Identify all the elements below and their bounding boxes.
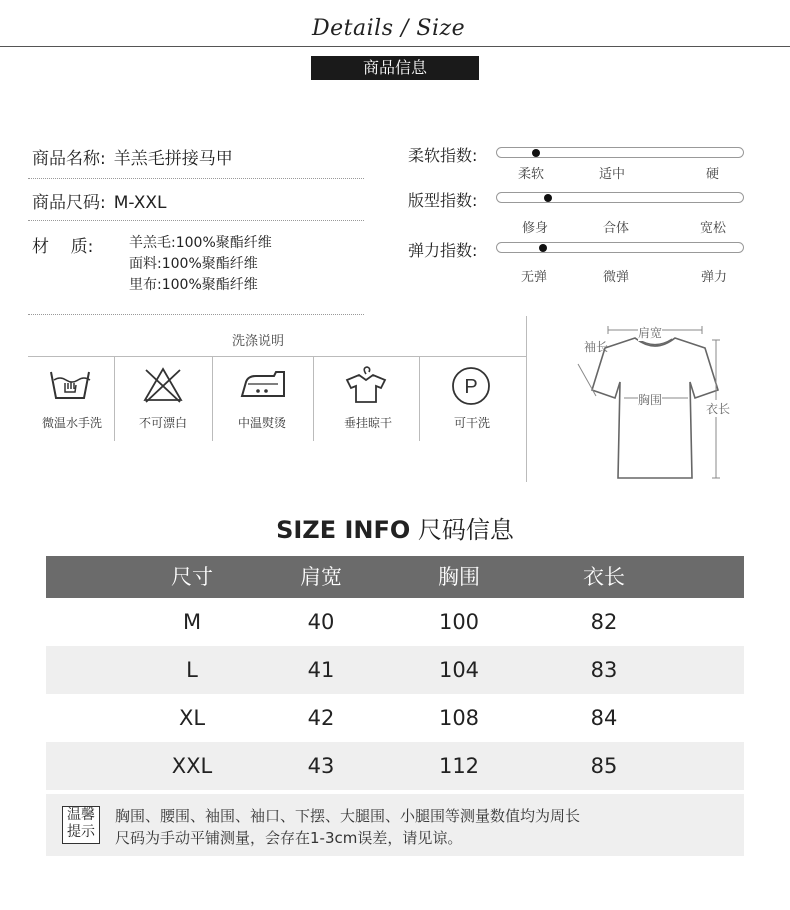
header-shoulder: 肩宽 (300, 565, 342, 589)
header-size: 尺寸 (171, 565, 213, 589)
fit-index-track (496, 192, 744, 203)
elasticity-index-label: 弹力指数: (408, 241, 478, 260)
hand-wash-icon (48, 366, 92, 402)
elasticity-index-track (496, 242, 744, 253)
wash-label-dry-clean: 可干洗 (453, 416, 490, 430)
softness-option: 柔软 (518, 167, 545, 182)
shoulder-width-label: 肩宽 (638, 326, 663, 340)
tips-badge-line: 温馨 (67, 807, 95, 823)
cell-length: 82 (590, 610, 618, 634)
header-chest: 胸围 (438, 565, 480, 589)
washing-title: 洗涤说明 (232, 334, 285, 349)
cell-length: 83 (590, 658, 618, 682)
hang-dry-icon (343, 366, 389, 404)
garment-length-label: 衣长 (706, 402, 731, 416)
elasticity-option: 弹力 (701, 270, 728, 285)
details-size-script-title: Details / Size (312, 16, 466, 41)
washing-shirt-divider (526, 316, 527, 482)
product-name-row (32, 144, 233, 169)
cell-shoulder: 40 (307, 610, 335, 634)
product-size-value: M-XXL (113, 193, 167, 213)
softness-index-marker (532, 149, 540, 157)
elasticity-index-marker (539, 244, 547, 252)
softness-index-track (496, 147, 744, 158)
note-line: 尺码为手动平铺测量，会存在1-3cm误差，请见谅。 (115, 829, 463, 847)
cell-size: M (182, 610, 202, 634)
product-info-heading: 商品信息 (311, 56, 479, 80)
fit-option: 宽松 (700, 221, 727, 236)
wash-label-hang-dry: 垂挂晾干 (343, 416, 392, 430)
fit-index-label: 版型指数: (408, 191, 478, 210)
cell-chest: 104 (438, 658, 480, 682)
material-line: 面料:100%聚酯纤维 (129, 256, 258, 272)
wash-label-iron: 中温熨烫 (237, 416, 286, 430)
table-row (46, 646, 744, 694)
cell-chest: 100 (438, 610, 480, 634)
cell-chest: 112 (438, 754, 480, 778)
elasticity-option: 微弹 (603, 270, 630, 285)
cell-shoulder: 42 (307, 706, 335, 730)
no-bleach-icon (142, 366, 184, 404)
fit-option: 合体 (603, 221, 630, 236)
iron-medium-icon (238, 366, 288, 402)
table-row (46, 742, 744, 790)
size-info-title-cn: 尺码信息 (417, 516, 514, 544)
cell-shoulder: 41 (307, 658, 335, 682)
svg-text:P: P (464, 376, 478, 398)
header-length: 衣长 (583, 565, 625, 589)
chest-label: 胸围 (638, 393, 663, 407)
cell-length: 85 (590, 754, 618, 778)
product-name-value: 羊羔毛拼接马甲 (113, 149, 233, 169)
washing-divider (419, 356, 420, 441)
dry-clean-icon (449, 366, 493, 406)
cell-chest: 108 (438, 706, 480, 730)
tips-badge (62, 806, 100, 844)
softness-option: 适中 (599, 167, 626, 182)
elasticity-option: 无弹 (521, 270, 548, 285)
cell-shoulder: 43 (307, 754, 335, 778)
material-line: 羊羔毛:100%聚酯纤维 (129, 235, 272, 251)
dotted-divider (28, 314, 364, 315)
product-name-label: 商品名称: (32, 149, 106, 169)
product-size-row (32, 188, 166, 213)
fit-index-marker (544, 194, 552, 202)
size-table-header (46, 556, 744, 598)
table-row (46, 694, 744, 742)
cell-size: XL (178, 706, 206, 730)
cell-size: XXL (171, 754, 213, 778)
softness-option: 硬 (706, 167, 720, 182)
header-rule (0, 46, 790, 47)
table-row (46, 598, 744, 646)
material-line: 里布:100%聚酯纤维 (129, 277, 258, 293)
note-line: 胸围、腰围、袖围、袖口、下摆、大腿围、小腿围等测量数值均为周长 (115, 807, 581, 825)
softness-index-label: 柔软指数: (408, 146, 478, 165)
product-size-label: 商品尺码: (32, 193, 106, 213)
material-list (129, 233, 272, 296)
size-info-title (0, 510, 790, 545)
wash-label-no-bleach: 不可漂白 (138, 416, 187, 430)
size-note-text (115, 805, 580, 849)
tips-badge-line: 提示 (67, 824, 95, 840)
fit-option: 修身 (522, 221, 549, 236)
wash-label-hand-wash: 微温水手洗 (41, 416, 102, 430)
material-label: 材 质: (32, 237, 94, 257)
size-info-title-en: SIZE INFO (276, 516, 411, 544)
sleeve-length-label: 袖长 (584, 340, 609, 354)
dotted-divider (28, 178, 364, 179)
washing-divider (313, 356, 314, 441)
cell-size: L (186, 658, 198, 682)
dotted-divider (28, 220, 364, 221)
cell-length: 84 (590, 706, 618, 730)
washing-divider (28, 356, 526, 357)
